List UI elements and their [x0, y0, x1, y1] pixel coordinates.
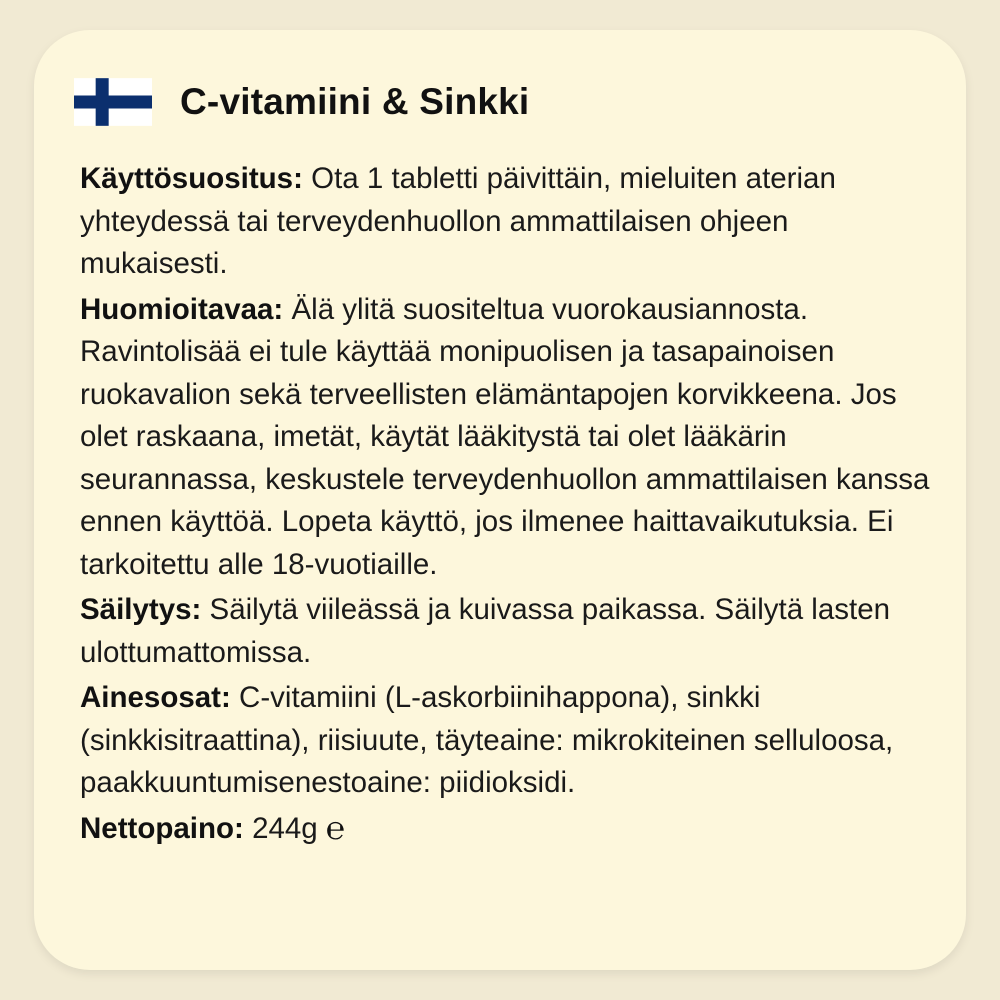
product-details — [80, 158, 930, 850]
net-weight-label: Nettopaino: — [80, 811, 244, 845]
usage-section — [80, 158, 930, 286]
product-info-card — [34, 30, 966, 970]
product-header — [74, 78, 529, 126]
storage-text: Säilytä viileässä ja kuivassa paikassa. Säilytä lasten ulottumattomissa. — [80, 593, 891, 669]
estimated-sign-icon: ℮ — [325, 808, 345, 847]
notice-section — [80, 289, 930, 587]
storage-label: Säilytys: — [80, 593, 202, 626]
storage-section — [80, 589, 930, 674]
usage-text: Ota 1 tabletti päivittäin, mieluiten aterian yhteydessä tai terveydenhuollon ammattilaisen ohjeen mukaisesti. — [80, 162, 836, 280]
ingredients-text: C-vitamiini (L-askorbiinihappona), sinkki (sinkkisitraattina), riisiuute, täyteaine: mikrokiteinen selluloosa, paakkuuntumisenestoaine: piidioksidi. — [80, 681, 894, 799]
net-weight-section — [80, 808, 930, 851]
ingredients-section — [80, 677, 930, 805]
ingredients-label: Ainesosat: — [80, 681, 231, 714]
notice-label: Huomioitavaa: — [80, 292, 284, 326]
net-weight-value: 244g — [252, 811, 318, 845]
notice-text: Älä ylitä suositeltua vuorokausiannosta. Ravintolisää ei tule käyttää monipuolisen ja tasapainoisen ruokavalion sekä terveellisten elämäntapojen korvikkeena. Jos olet raskaana, imetät, käytät lääkitystä tai olet lääkärin seurannassa, keskustele terveydenhuollon ammattilaisen kanssa ennen käyttöä. Lopeta käyttö, jos ilmenee haittavaikutuksia. Ei tarkoitettu alle 18-vuotiaille. — [80, 292, 930, 581]
finland-flag-icon — [74, 78, 152, 126]
product-title: C-vitamiini & Sinkki — [180, 81, 530, 122]
usage-label: Käyttösuositus: — [80, 162, 303, 195]
